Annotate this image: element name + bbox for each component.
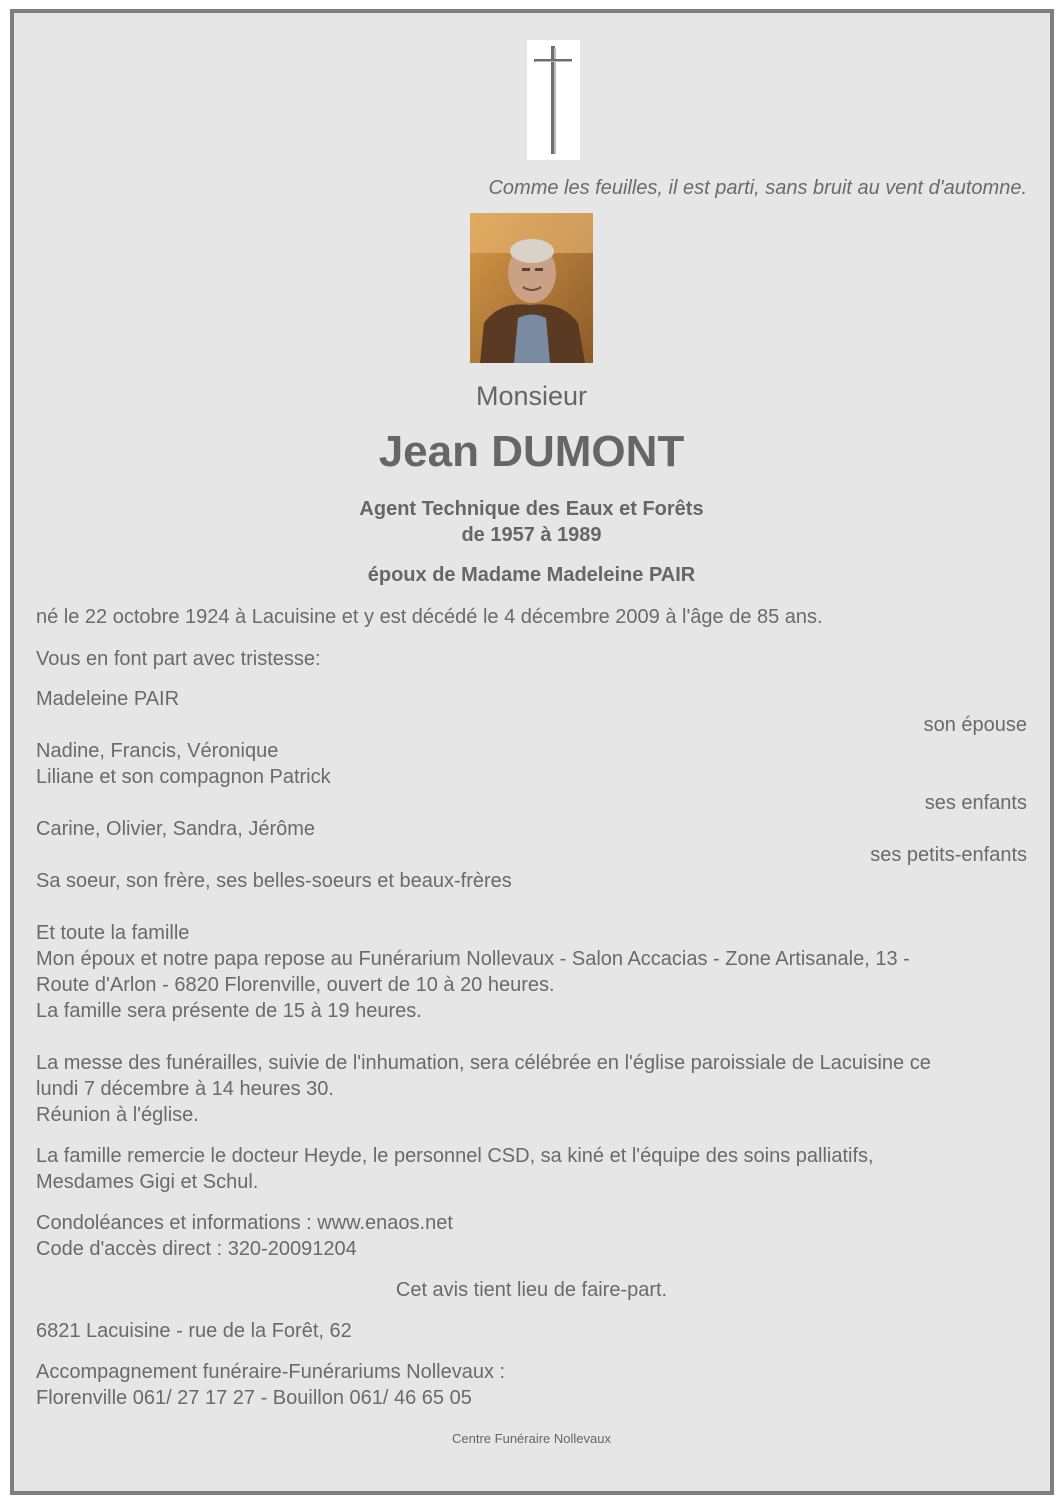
intro-text: Vous en font part avec tristesse: [36,648,321,670]
relation-ses-petits-enfants: ses petits-enfants [870,844,1027,866]
messe-line-3: Réunion à l'église. [36,1104,199,1126]
spouse-line: époux de Madame Madeleine PAIR [367,564,696,586]
repose-line-3: Route d'Arlon - 6820 Florenville, ouvert de 10 à 20 heures. [36,974,555,996]
family-grandchildren: Carine, Olivier, Sandra, Jérôme [36,818,316,840]
condoleances-line-2: Code d'accès direct : 320-20091204 [36,1238,357,1260]
relation-son-epouse: son épouse [923,714,1027,736]
obituary-content [36,13,1027,1491]
condoleances-text [36,1210,1027,1262]
footer-credit: Centre Funéraire Nollevaux [452,1431,611,1446]
repose-line-4: La famille sera présente de 15 à 19 heures. [36,1000,422,1022]
profession-line-1: Agent Technique des Eaux et Forêts [359,498,704,520]
messe-line-1: La messe des funérailles, suivie de l'inhumation, sera célébrée en l'église paroissiale de Lacuisine ce [36,1052,931,1074]
family-children-1: Nadine, Francis, Véronique [36,740,279,762]
faire-part-text: Cet avis tient lieu de faire-part. [395,1279,668,1301]
obituary-card [10,9,1054,1495]
thanks-line-1: La famille remercie le docteur Heyde, le personnel CSD, sa kiné et l'équipe des soins palliatifs, [36,1145,874,1167]
deceased-name: Jean DUMONT [378,427,685,476]
profession [36,496,1027,548]
profession-line-2: de 1957 à 1989 [461,524,602,546]
family-children-2: Liliane et son compagnon Patrick [36,766,331,788]
family-siblings: Sa soeur, son frère, ses belles-soeurs et beaux-frères [36,870,512,892]
family-list [36,686,1027,894]
epitaph-quote: Comme les feuilles, il est parti, sans bruit au vent d'automne. [488,177,1027,199]
repose-line-2: Mon époux et notre papa repose au Funérarium Nollevaux - Salon Accacias - Zone Artisanale, 13 - [36,948,910,970]
family-madeleine: Madeleine PAIR [36,688,180,710]
birth-death-text: né le 22 octobre 1924 à Lacuisine et y est décédé le 4 décembre 2009 à l'âge de 85 ans. [36,606,823,628]
condoleances-line-1: Condoléances et informations : www.enaos.net [36,1212,453,1234]
cross-icon [527,40,580,160]
honorific: Monsieur [475,381,588,411]
thanks-line-2: Mesdames Gigi et Schul. [36,1171,259,1193]
accompagnement-line-2: Florenville 061/ 27 17 27 - Bouillon 061/ 46 65 05 [36,1387,472,1409]
accompagnement-line-1: Accompagnement funéraire-Funérariums Nollevaux : [36,1361,506,1383]
portrait-photo [470,213,593,363]
relation-ses-enfants: ses enfants [924,792,1027,814]
address-text: 6821 Lacuisine - rue de la Forêt, 62 [36,1320,352,1342]
messe-line-2: lundi 7 décembre à 14 heures 30. [36,1078,334,1100]
repose-text [36,920,1027,1024]
repose-line-1: Et toute la famille [36,922,190,944]
messe-text [36,1050,1027,1128]
accompagnement-text [36,1359,1027,1411]
thanks-text [36,1143,1027,1195]
